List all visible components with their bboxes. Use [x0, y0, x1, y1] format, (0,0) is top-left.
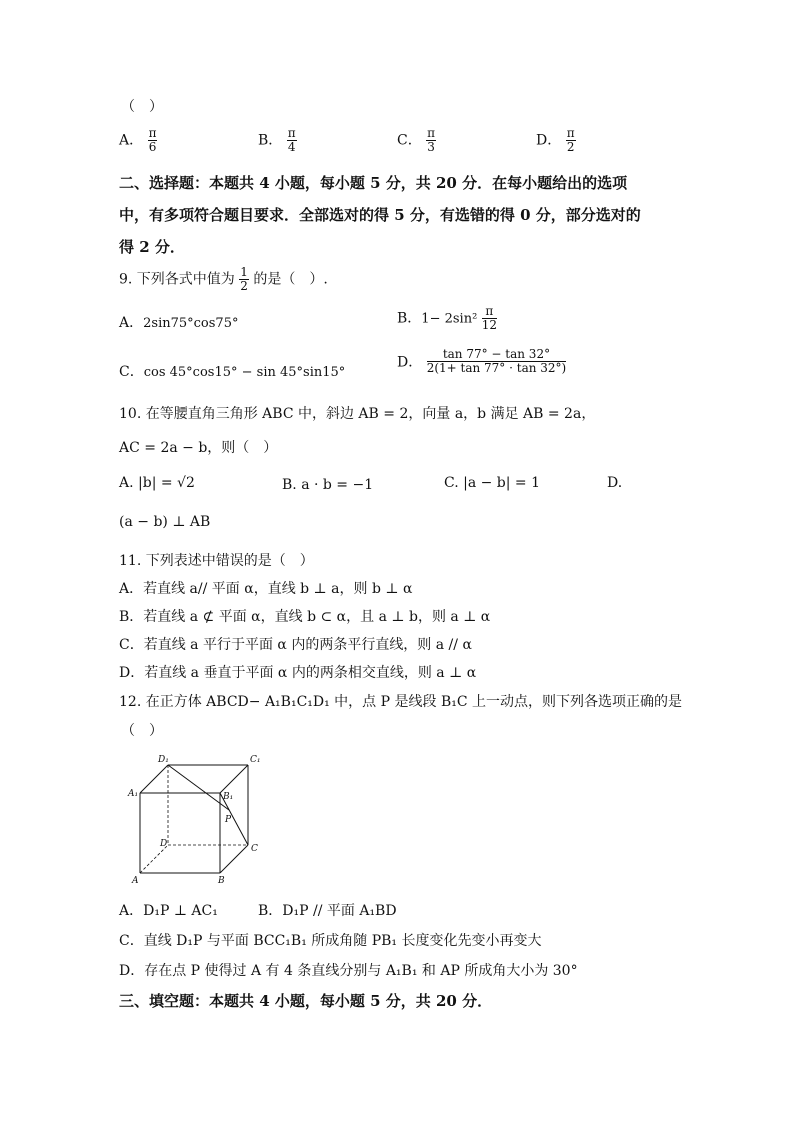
q11-stem: 11. 下列表述中错误的是（ ） — [119, 553, 314, 569]
q8-c-num: π — [427, 126, 436, 140]
q8-option-c — [397, 127, 436, 154]
q8-option-a — [119, 127, 157, 154]
q8-a-num: π — [148, 126, 157, 140]
q9-c-expr: cos 45°cos15° − sin 45°sin15° — [143, 365, 346, 380]
label-b: B — [218, 876, 225, 886]
q9-a-label: A． — [119, 315, 144, 331]
q9-half-den: 2 — [240, 279, 248, 293]
q8-option-c-frac — [426, 127, 436, 154]
q11-option-d: D．若直线 a 垂直于平面 α 内的两条相交直线，则 a ⊥ α — [119, 665, 477, 681]
edge-ad-hidden — [140, 845, 168, 873]
q8-option-b-frac — [287, 127, 297, 154]
q12-stem: 12. 在正方体 ABCD− A₁B₁C₁D₁ 中，点 P 是线段 B₁C 上一动点，则下列各选项正确的是 — [119, 694, 683, 710]
q9-d-frac — [427, 348, 567, 375]
q8-option-d-label: D． — [536, 132, 562, 149]
q8-option-a-label: A． — [119, 132, 144, 149]
q9-c-label: C． — [119, 364, 144, 380]
label-d1: D₁ — [158, 755, 169, 765]
q8-paren: （ ） — [121, 99, 163, 115]
q8-a-den: 6 — [148, 140, 157, 154]
q8-b-den: 4 — [287, 140, 296, 154]
q9-d-den: 2(1+ tan 77° · tan 32°) — [426, 361, 567, 375]
q9-option-d — [397, 348, 566, 375]
label-c1: C₁ — [250, 755, 261, 765]
edge-bc — [220, 845, 248, 873]
q12-option-b: B．D₁P // 平面 A₁BD — [258, 903, 397, 919]
q10-option-b: B. a · b = −1 — [282, 477, 374, 493]
edge-b1c1 — [220, 765, 248, 793]
q8-option-a-frac — [148, 127, 158, 154]
q12-paren: （ ） — [121, 723, 163, 739]
label-a1: A₁ — [128, 789, 139, 799]
q10-option-a: A. |b| = √2 — [119, 475, 195, 491]
q9-half — [239, 266, 249, 293]
label-c: C — [251, 844, 258, 854]
section2-line3: 得 2 分． — [119, 238, 185, 256]
segment-d1p — [168, 765, 229, 810]
q10-option-d-label: D. — [607, 475, 623, 491]
q9-option-b — [397, 305, 497, 332]
q12-option-c: C．直线 D₁P 与平面 BCC₁B₁ 所成角随 PB₁ 长度变化先变小再变大 — [119, 933, 542, 949]
q8-option-b-label: B． — [258, 132, 283, 149]
q9-half-num: 1 — [240, 265, 248, 279]
q8-b-num: π — [287, 126, 296, 140]
q12-option-d: D．存在点 P 使得过 A 有 4 条直线分别与 A₁B₁ 和 AP 所成角大小为 30° — [119, 963, 578, 979]
q11-option-a: A．若直线 a// 平面 α，直线 b ⊥ a，则 b ⊥ α — [119, 581, 413, 597]
edge-a1d1 — [140, 765, 168, 793]
cube-figure — [120, 748, 280, 888]
q9-b-num: π — [482, 305, 497, 319]
q9-stem-b: 的是（ ）. — [253, 271, 328, 288]
q9-b-label: B． — [397, 310, 422, 327]
q8-option-b — [258, 127, 297, 154]
q9-b-expr: 1− 2sin² — [421, 311, 478, 327]
q8-d-num: π — [566, 126, 575, 140]
label-b1: B₁ — [223, 792, 234, 802]
q9-stem-a: 9. 下列各式中值为 — [119, 271, 235, 288]
q10-option-d-expr: (a − b) ⊥ AB — [119, 514, 211, 530]
q9-b-den: 12 — [481, 318, 498, 332]
section3-line1: 三、填空题：本题共 4 小题，每小题 5 分，共 20 分． — [119, 992, 493, 1010]
q9-option-c — [119, 361, 345, 381]
q10-line1: 10. 在等腰直角三角形 ABC 中，斜边 AB = 2，向量 a，b 满足 AB = 2a， — [119, 406, 596, 422]
q8-d-den: 2 — [566, 140, 575, 154]
q9-stem — [119, 266, 328, 293]
q9-option-a — [119, 312, 238, 332]
label-p: P — [225, 815, 232, 825]
label-a: A — [132, 876, 139, 886]
q9-d-num: tan 77° − tan 32° — [427, 348, 567, 362]
q10-option-c: C. |a − b| = 1 — [444, 475, 541, 491]
q8-option-d-frac — [566, 127, 576, 154]
q10-line2: AC = 2a − b，则（ ） — [119, 440, 278, 456]
q11-option-c: C．若直线 a 平行于平面 α 内的两条平行直线，则 a // α — [119, 637, 472, 653]
q9-a-expr: 2sin75°cos75° — [143, 316, 239, 331]
q9-b-frac — [482, 305, 497, 332]
section2-line2: 中，有多项符合题目要求．全部选对的得 5 分，有选错的得 0 分，部分选对的 — [119, 206, 641, 224]
q11-option-b: B．若直线 a ⊄ 平面 α，直线 b ⊂ α，且 a ⊥ b，则 a ⊥ α — [119, 609, 491, 625]
section2-line1: 二、选择题：本题共 4 小题，每小题 5 分，共 20 分．在每小题给出的选项 — [119, 174, 628, 192]
q12-option-a: A．D₁P ⊥ AC₁ — [119, 903, 218, 919]
q8-option-d — [536, 127, 576, 154]
label-d: D — [160, 839, 168, 849]
q9-d-label: D． — [397, 354, 423, 371]
q8-option-c-label: C． — [397, 132, 422, 149]
q8-c-den: 3 — [427, 140, 435, 154]
